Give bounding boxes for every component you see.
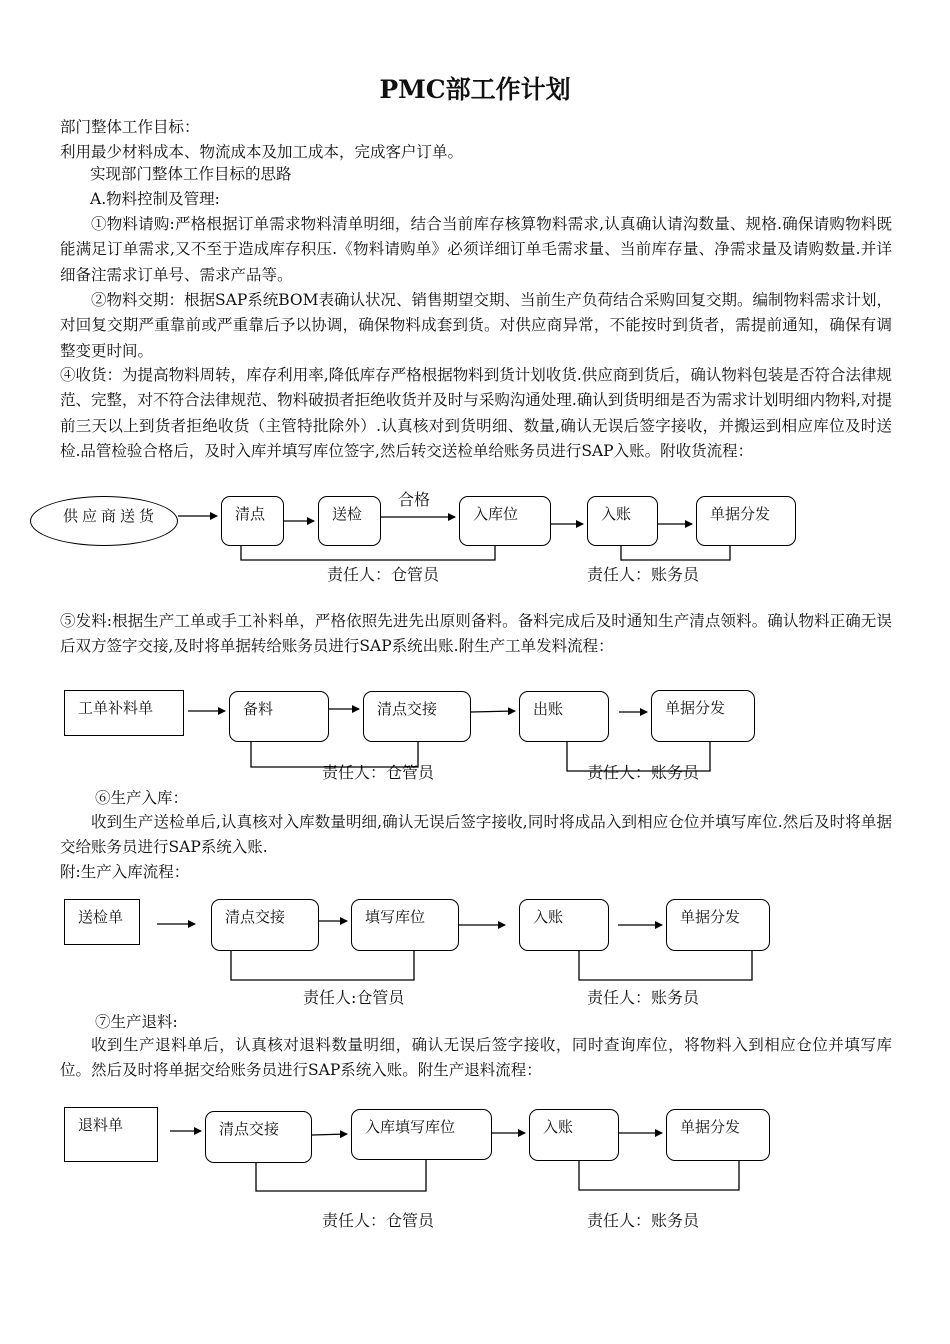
- item-receiving: ④收货：为提高物料周转，库存利用率,降低库存严格根据物料到货计划收货.供应商到货后，确认物料包装是否符合法律规范、完整，对不符合法律规范、物料破损者拒绝收货并及时与采购沟通处理.确认到货明细是否为需求计划明细内物料,对提前三天以上到货者拒绝收货（主管特批除外）.认真核对到货明细、数量,确认无误后签字接收，并搬运到相应库位及时送检.品管检验合格后，及时入库并填写库位签字,然后转交送检单给账务员进行SAP入账。附收货流程：: [60, 366, 892, 460]
- flow2-step-distribution: 单据分发: [651, 690, 755, 742]
- flow4-resp-right: 责任人：账务员: [587, 1211, 700, 1230]
- flow4-step-storage-location: 入库填写库位: [351, 1109, 492, 1160]
- flow3-step-handover: 清点交接: [211, 899, 319, 951]
- flow2-step-posting: 出账: [519, 691, 609, 742]
- item6-text: 收到生产送检单后,认真核对入库数量明细,确认无误后签字接收,同时将成品入到相应仓位并填写库位.然后及时将单据交给账务员进行SAP系统入账.: [60, 813, 892, 857]
- flow4-arrow-2: [312, 1134, 347, 1135]
- flow1-pass-label: 合格: [398, 490, 431, 509]
- flow3-bracket-right: [579, 951, 752, 980]
- flow2-step-handover: 清点交接: [363, 691, 471, 742]
- flow4-step-distribution: 单据分发: [666, 1109, 770, 1161]
- flow1-bracket-right: [621, 546, 730, 560]
- flow3-resp-left: 责任人:仓管员: [303, 988, 405, 1007]
- flow4-bracket-left: [256, 1160, 426, 1191]
- flow3-step-distribution: 单据分发: [666, 899, 770, 951]
- flow3-start-box: 送检单: [64, 899, 140, 945]
- flow2-resp-right: 责任人：账务员: [587, 763, 700, 782]
- flow1-step-count: 清点: [221, 496, 284, 546]
- flow1-step-storage: 入库位: [459, 496, 551, 546]
- item7-text: 收到生产退料单后，认真核对退料数量明细，确认无误后签字接收，同时查询库位，将物料入到相应仓位并填写库位。然后及时将单据交给账务员进行SAP系统入账。附生产退料流程：: [60, 1036, 892, 1080]
- item-issue: ⑤发料:根据生产工单或手工补料单，严格依照先进先出原则备料。备料完成后及时通知生产清点领料。确认物料正确无误后双方签字交接,及时将单据转给账务员进行SAP系统出账.附生产工单发料流程：: [60, 612, 892, 656]
- flow1-resp-right: 责任人：账务员: [587, 565, 700, 584]
- flow3-bracket-left: [231, 951, 414, 980]
- item-material-requisition: ①物料请购:严格根据订单需求物料清单明细，结合当前库存核算物料需求,认真确认请沟数量、规格.确保请购物料既能满足订单需求,又不至于造成库存积压.《物料请购单》必须详细订单毛需求量、当前库存量、净需求量及请购数量.并详细备注需求订单号、需求产品等。: [60, 215, 892, 284]
- flow1-resp-left: 责任人：仓管员: [327, 565, 440, 584]
- flow2-start-box: 工单补料单: [64, 690, 184, 736]
- approach-heading: 实现部门整体工作目标的思路: [90, 165, 292, 183]
- section-a-heading: A.物料控制及管理:: [90, 190, 220, 208]
- flow3-resp-right: 责任人：账务员: [587, 988, 700, 1007]
- goal-heading: 部门整体工作目标：: [60, 118, 200, 136]
- flow1-start-ellipse: 供应商送货: [30, 496, 178, 546]
- flow2-arrow-3: [471, 711, 515, 712]
- flow2-step-prepare: 备料: [229, 691, 329, 742]
- flow2-resp-left: 责任人：仓管员: [322, 763, 435, 782]
- goal-text: 利用最少材料成本、物流成本及加工成本，完成客户订单。: [60, 143, 464, 161]
- flow4-start-box: 退料单: [64, 1107, 158, 1162]
- item7-heading: ⑦生产退料:: [95, 1013, 178, 1031]
- flow1-step-distribution: 单据分发: [696, 496, 796, 546]
- page-title: PMC部工作计划: [379, 75, 571, 104]
- item6-attach: 附:生产入库流程：: [60, 863, 190, 881]
- flow4-step-handover: 清点交接: [205, 1111, 312, 1163]
- flow4-step-posting: 入账: [529, 1109, 619, 1161]
- item6-heading: ⑥生产入库：: [95, 789, 189, 807]
- item-material-delivery: ②物料交期：根据SAP系统BOM表确认状况、销售期望交期、当前生产负荷结合采购回复交期。编制物料需求计划，对回复交期严重靠前或严重靠后予以协调，确保物料成套到货。对供应商异常，不能按时到货者，需提前通知，确保有调整变更时间。: [60, 291, 893, 360]
- flow3-step-location: 填写库位: [351, 899, 459, 951]
- flow4-resp-left: 责任人：仓管员: [322, 1211, 435, 1230]
- flow1-bracket-left: [241, 546, 495, 560]
- flow3-step-posting: 入账: [519, 899, 609, 951]
- flow4-bracket-right: [579, 1161, 739, 1190]
- flow1-step-posting: 入账: [587, 496, 658, 546]
- flow1-step-inspection: 送检: [318, 496, 381, 546]
